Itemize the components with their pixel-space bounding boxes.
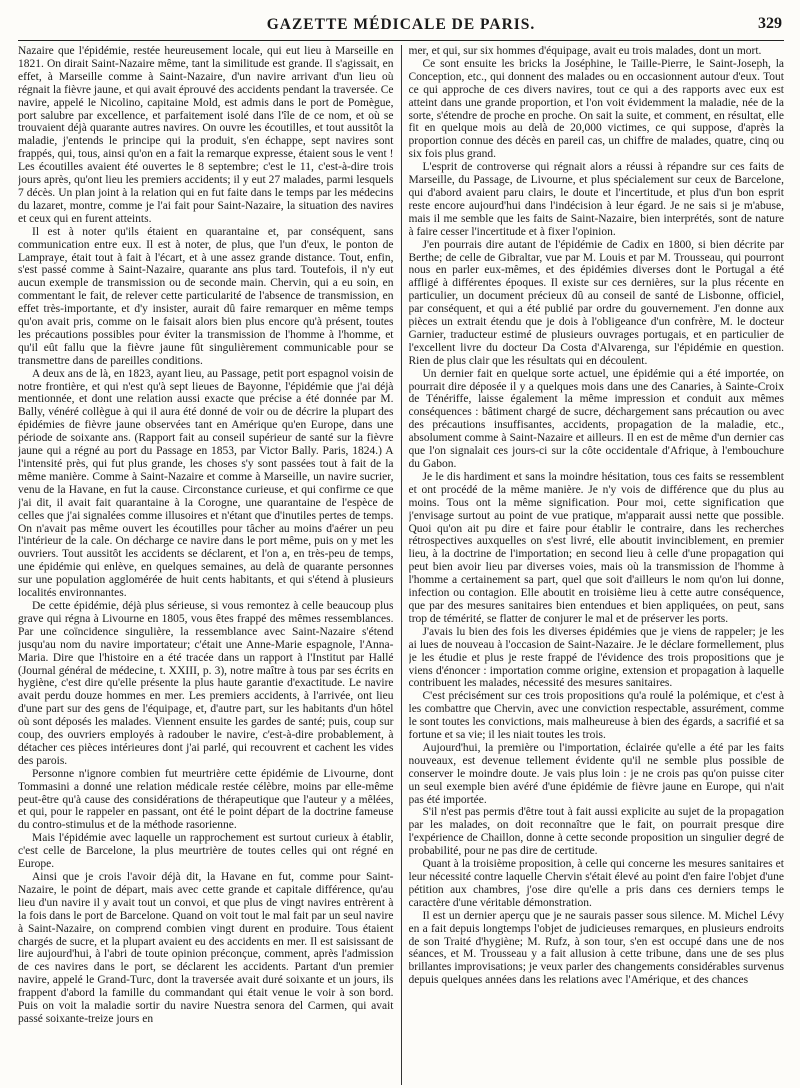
paragraph: Quant à la troisième proposition, à celle qui concerne les mesures sanitaires et leur nécessité contre laquelle Chervin s'était élevé au point d'en faire l'objet d'une pétition aux chambres, j'ose dire qu'elle a pris dans ces derniers temps le caractère d'une véritable démonstration. (408, 858, 784, 909)
paragraph: Ce sont ensuite les bricks la Joséphine, le Taille-Pierre, le Saint-Joseph, la Conception, etc., qui donnent des malades ou en occasionnent autour d'eux. Tout ce qui approche de ces divers navires, tout ce qui a des rapports avec eux est atteint dans une grande proportion, et l'on voit évidemment la maladie, née de la sorte, s'étendre de proche en proche. On sait la suite, et comment, en résultat, elle fit en quelque mois au delà de 20,000 victimes, ce qui suppose, d'après la proportion connue des décès en pareil cas, un chiffre de malades, quatre, cinq ou six fois plus grand. (408, 57, 784, 161)
page-header (18, 14, 784, 41)
paragraph: Aujourd'hui, la première ou l'importation, éclairée qu'elle a été par les faits nouveaux, est devenue tellement évidente qu'il ne semble plus possible de conserver le moindre doute. Je vais plus loin : je ne crois pas qu'on puisse citer un seul exemple bien avéré d'une épidémie de fièvre jaune en Europe, qui n'ait pas été importée. (408, 741, 784, 806)
paragraph: S'il n'est pas permis d'être tout à fait aussi explicite au sujet de la propagation par les malades, on doit reconnaître que le fait, on pourrait presque dire l'expérience de Chaillon, donne à cette seconde proposition un singulier degré de probabilité, pour ne pas dire de certitude. (408, 806, 784, 858)
paragraph: C'est précisément sur ces trois propositions qu'a roulé la polémique, et c'est à les combattre que Chervin, avec une conviction respectable, assurément, comme le sont toutes les convictions, mais malheureuse à bien des égards, a sacrifié et sa fortune et sa vie; il les niait toutes les trois. (408, 690, 784, 742)
paragraph: J'en pourrais dire autant de l'épidémie de Cadix en 1800, si bien décrite par Berthe; de celle de Gibraltar, vue par M. Louis et par M. Trousseau, qui pourront nous en parler eux-mêmes, et des épidémies diverses dont le Portugal a été affligé à différentes époques. Il existe sur ces dernières, sur la plus récente en particulier, un document précieux dû au conseil de santé de Lisbonne, officiel, par conséquent, et qui a été publié par ordre du gouvernement. J'en donne aux pièces un extrait étendu que je dois à l'obligeance d'un confrère, M. le docteur Garnier, traducteur estimé de plusieurs ouvrages portugais, et en particulier de l'excellent livre du docteur Da Costa d'Alvarenga, sur l'épidémie en question. Rien de plus clair que les résultats qui en découlent. (408, 238, 784, 367)
paragraph: mer, et qui, sur six hommes d'équipage, avait eu trois malades, dont un mort. (408, 45, 762, 57)
publication-title: GAZETTE MÉDICALE DE PARIS. (266, 16, 536, 33)
paragraph: L'esprit de controverse qui régnait alors a réussi à répandre sur ces faits de Marseille, du Passage, de Livourne, et plus spécialement sur ceux de Barcelone, qui d'abord avaient paru clairs, le doute et l'incertitude, et plus d'un bon esprit reste encore aujourd'hui dans l'indécision à leur égard. Je ne sais si je m'abuse, mais il me semble que les faits de Saint-Nazaire, bien interprétés, sont de nature à faire cesser l'incertitude et à fixer l'opinion. (408, 161, 784, 238)
right-column (409, 45, 785, 1085)
left-column (18, 45, 394, 1085)
paragraph: Nazaire que l'épidémie, restée heureusement locale, qui eut lieu à Marseille en 1821. On dirait Saint-Nazaire même, tant la similitude est grande. Il s'agissait, en effet, à Marseille comme à Saint-Nazaire, d'un navire arrivant d'un lieu où régnait la fièvre jaune, et qui avait éprouvé des accidents pendant la traversée. Ce navire, appelé le Nicolino, capitaine Mold, est admis dans le port de Pomègue, port salubre par excellence, et parfaitement isolé dans l'île de ce nom, et où se trouvaient déjà quarante autres navires. On ouvre les écoutilles, et tout aussitôt la maladie, j'entends le principe qui la produit, s'en échappe, sept navires sont frappés, qui, tous, ainsi qu'on en a fait la remarque expresse, étaient sous le vent ! Les écoutilles avaient été ouvertes le 8 septembre; c'est le 11, c'est-à-dire trois jours après, qu'ont lieu les premiers accidents; il y eut 27 malades, parmi lesquels 7 décès. Un plan joint à la relation qui en fut faite dans le temps par les médecins du lazaret, montre, comme je l'ai fait pour Saint-Nazaire, la situation des navires et ceux qui en furent atteints. (18, 45, 394, 225)
paragraph: Ainsi que je crois l'avoir déjà dit, la Havane en fut, comme pour Saint-Nazaire, le point de départ, mais avec cette grande et capitale différence, qu'au lieu d'un navire il y avait tout un convoi, et que plus de vingt navires entrèrent à la fois dans le port de Barcelone. Quand on voit tout le mal fait par un seul navire à Saint-Nazaire, on comprend combien vingt durent en produire. Tous étaient chargés de sucre, et la plupart avaient eu des accidents en mer. Il est saisissant de lire aujourd'hui, à l'abri de toute opinion préconçue, comment, après l'admission de ces navires dans le port, se déclarent les accidents. Partant d'un premier navire, appelé le Grand-Turc, dont la traversée avait duré soixante et un jours, ils frappent d'abord la famille du commandant qui était venue le voir à son bord. Puis on voit la maladie sortir du navire Nuestra senora del Carmen, qui avait passé soixante-treize jours en (18, 871, 394, 1025)
paragraph: Je le dis hardiment et sans la moindre hésitation, tous ces faits se ressemblent et ont procédé de la même manière. Je n'y vois de différence que du plus au moins. Tous ont la même signification. Pour moi, cette signification que j'envisage surtout au point de vue pratique, m'apparait aussi nette que possible. Quoi qu'on ait pu dire et faire pour établir le contraire, dans les recherches rétrospectives auxquelles on s'est livré, elle aboutit invinciblement, en premier lieu, à la doctrine de l'importation; en second lieu à celle d'une propagation qui peut bien avoir lieu par diverses voies, mais où la transmission de l'homme à l'homme a certainement sa part, quel que soit d'ailleurs le nom qu'on lui donne, infection ou contagion. Elle aboutit en troisième lieu à cette autre conséquence, que par des mesures sanitaires bien entendues et bien appliquées, on peut, sans trop de témérité, se flatter de conjurer le mal et de préserver les ports. (408, 470, 784, 625)
paragraph: Personne n'ignore combien fut meurtrière cette épidémie de Livourne, dont Tommasini a donné une relation médicale restée célèbre, moins par elle-même peut-être qu'à cause des considérations de thérapeutique que l'auteur y a mêlées, et qui, pour le rappeler en passant, ont été le point départ de la doctrine fameuse du contro-stimulus et de la méthode rasorienne. (18, 767, 394, 832)
paragraph: A deux ans de là, en 1823, ayant lieu, au Passage, petit port espagnol voisin de notre frontière, et qui n'est qu'à sept lieues de Bayonne, l'épidémie que j'ai déjà mentionnée, et dont une relation aussi exacte que précise a été donnée par M. Bally, vénéré collègue à qui il aura été donné de voir ou de décrire la plupart des épidémies de fièvre jaune observées tant en Amérique qu'en Europe, dans une période de soixante ans. (Rapport fait au conseil supérieur de santé sur la fièvre jaune qui a régné au port du Passage en 1853, par Victor Bally. Paris, 1824.) A l'intensité près, qui fut plus grande, les choses s'y sont passées tout à fait de la même manière. Comme à Saint-Nazaire et comme à Marseille, un navire sucrier, venu de la Havane, en fut la cause. Circonstance curieuse, et qui confirme ce que j'ai dit, il avait fait quarantaine à la Corogne, une quarantaine de l'espèce de celles que j'ai signalées comme illusoires et n'étant que d'inutiles pertes de temps. On n'avait pas même ouvert les écoutilles pour tâcher au moins d'aérer un peu l'intérieur de la cale. On décharge ce navire dans le port même, puis on y met les ouvriers. Tout aussitôt les accidents se déclarent, et l'on a, en très-peu de temps, une épidémie qui enlève, en quelques semaines, au delà de quarante personnes sur une population agglomérée de huit cents habitants, et qui s'étend à plusieurs localités environnantes. (18, 367, 394, 600)
page-number: 329 (758, 15, 782, 32)
paragraph: Mais l'épidémie avec laquelle un rapprochement est surtout curieux à établir, c'est celle de Barcelone, la plus meurtrière de toutes celles qui ont régné en Europe. (18, 832, 394, 871)
text-columns (18, 45, 784, 1085)
paragraph: Il est à noter qu'ils étaient en quarantaine et, par conséquent, sans communication entre eux. Il est à noter, de plus, que l'un d'eux, le ponton de Lampraye, était tout à fait à l'écart, et à une assez grande distance. Tout, enfin, s'est passé comme à Saint-Nazaire, quarante ans plus tard. Toutefois, il n'y eut aucun exemple de transmission ou de seconde main. Chervin, qui a eu soin, en commentant le fait, de relever cette particularité de l'absence de transmission, en effet très-importante, et d'y insister, aurait dû faire remarquer en même temps qu'on avait pris, comme on le faisait alors bien plus encore qu'à présent, toutes les précautions possibles pour éviter la transmission de l'homme à l'homme, et qu'il eût fallu que la fièvre jaune fût singulièrement communicable pour se transmettre dans de pareilles conditions. (18, 225, 394, 367)
paragraph: J'avais lu bien des fois les diverses épidémies que je viens de rappeler; je les ai lues de nouveau à l'occasion de Saint-Nazaire. Je le déclare formellement, plus je les étudie et plus je reste frappé de l'évidence des trois propositions que je viens d'énoncer : importation comme origine, extension et propagation à laquelle contribuent les malades, nécessité des mesures sanitaires. (408, 625, 784, 690)
paragraph: Un dernier fait en quelque sorte actuel, une épidémie qui a été importée, on pourrait dire déposée il y a quelques mois dans une des Canaries, à Sainte-Croix de Ténériffe, laisse également la même impression et conduit aux mêmes conséquences : bâtiment chargé de sucre, déchargement sans précaution ou avec des précautions insuffisantes, accidents, propagation de la maladie, etc., absolument comme à Saint-Nazaire et ailleurs. Il en est de même d'un dernier cas que l'on signalait ces jours-ci sur la côte occidentale d'Afrique, à l'embouchure du Gabon. (408, 367, 784, 470)
column-divider (401, 45, 402, 1085)
paragraph: De cette épidémie, déjà plus sérieuse, si vous remontez à celle beaucoup plus grave qui régna à Livourne en 1805, vous êtes frappé des mêmes ressemblances. Par une coïncidence singulière, la ressemblance avec Saint-Nazaire s'étend jusqu'au nom du navire importateur; c'était une Anne-Marie espagnole, l'Anna-Maria. Dire que l'histoire en a été tracée dans un rapport à l'Institut par Hallé (Journal général de médecine, t. XXIII, p. 3), notre maître à tous par ses écrits en hygiène, c'est dire qu'elle présente la plus haute garantie d'exactitude. Le navire avait perdu douze hommes en mer. Les premiers accidents, à l'arrivée, ont lieu d'une part sur des gens de l'équipage, et, d'autre part, sur les habitants d'un hôtel où sont déposés les malades. Viennent ensuite les gardes de santé; puis, coup sur coup, des ouvriers employés à radouber le navire, c'est-à-dire probablement, à détacher ces pièces intérieures dont j'ai parlé, qui recouvrent et cachent les vides des parois. (18, 599, 394, 767)
paragraph: Il est un dernier aperçu que je ne saurais passer sous silence. M. Michel Lévy en a fait depuis longtemps l'objet de judicieuses remarques, en plusieurs endroits de son Traité d'hygiène; M. Rufz, à son tour, s'en est occupé dans une de nos séances, et M. Trousseau y a fait allusion à cette tribune, dans une de ses plus brillantes improvisations; je veux parler des changements considérables survenus depuis quelques années dans les relations avec l'Amérique, et des chances (408, 909, 784, 987)
